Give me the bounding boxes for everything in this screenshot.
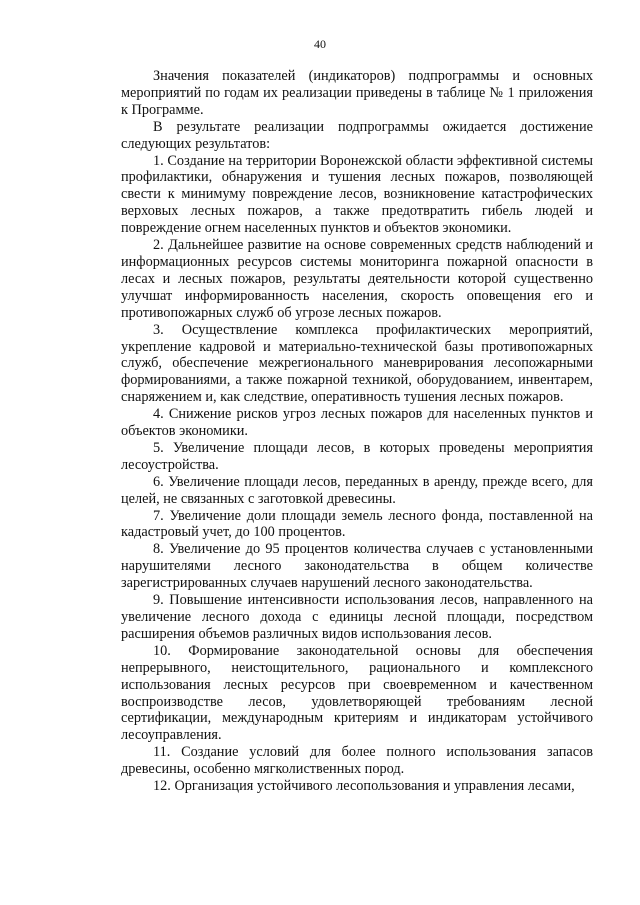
result-item-12: 12. Организация устойчивого лесопользования и управления лесами, <box>153 778 575 795</box>
page-number: 40 <box>314 37 326 51</box>
result-item-4: 4. Снижение рисков угроз лесных пожаров для населенных пунктов и объектов экономики. <box>121 406 593 440</box>
document-body <box>121 68 593 795</box>
result-item-5: 5. Увеличение площади лесов, в которых проведены мероприятия лесоустройства. <box>121 439 593 473</box>
result-item-3: 3. Осуществление комплекса профилактических мероприятий, укрепление кадровой и материально-технической базы противопожарных служб, обеспечение межрегионального маневрирования лесопожарными формированиями, а также пожарной техникой, оборудованием, инвентарем, снаряжением и, как следствие, оперативность тушения лесных пожаров. <box>121 321 593 406</box>
result-item-11: 11. Создание условий для более полного использования запасов древесины, особенно мягколиственных пород. <box>121 744 593 778</box>
result-item-8: 8. Увеличение до 95 процентов количества случаев с установленными нарушителями лесного законодательства в общем количестве зарегистрированных случаев нарушений лесного законодательства. <box>121 541 593 592</box>
result-item-10: 10. Формирование законодательной основы для обеспечения непрерывного, неистощительного, рационального и комплексного использования лесных ресурсов при своевременном и качественном воспроизводстве лесов, удовлетворяющей требованиям лесной сертификации, международным критериям и индикаторам устойчивого лесоуправления. <box>121 642 593 744</box>
result-item-1: 1. Создание на территории Воронежской области эффективной системы профилактики, обнаружения и тушения лесных пожаров, позволяющей свести к минимуму повреждение лесов, возникновение катастрофических верховых лесных пожаров, а также предотвратить гибель людей и повреждение огнем населенных пунктов и объектов экономики. <box>121 152 593 237</box>
result-item-6: 6. Увеличение площади лесов, переданных в аренду, прежде всего, для целей, не связанных с заготовкой древесины. <box>121 473 593 507</box>
paragraph-expected-results-intro: В результате реализации подпрограммы ожидается достижение следующих результатов: <box>121 118 593 152</box>
result-item-9: 9. Повышение интенсивности использования лесов, направленного на увеличение лесного дохода с единицы лесной площади, посредством расширения объемов различных видов использования лесов. <box>121 592 593 642</box>
result-item-2: 2. Дальнейшее развитие на основе современных средств наблюдений и информационных ресурсов системы мониторинга пожарной опасности в лесах и лесных пожаров, результаты деятельности которой существенно улучшат информированность населения, скорость оповещения его и противопожарных служб об угрозе лесных пожаров. <box>121 237 593 321</box>
result-item-7: 7. Увеличение доли площади земель лесного фонда, поставленной на кадастровый учет, до 100 процентов. <box>121 507 593 541</box>
paragraph-indicators-intro: Значения показателей (индикаторов) подпрограммы и основных мероприятий по годам их реализации приведены в таблице № 1 приложения к Программе. <box>121 68 593 118</box>
